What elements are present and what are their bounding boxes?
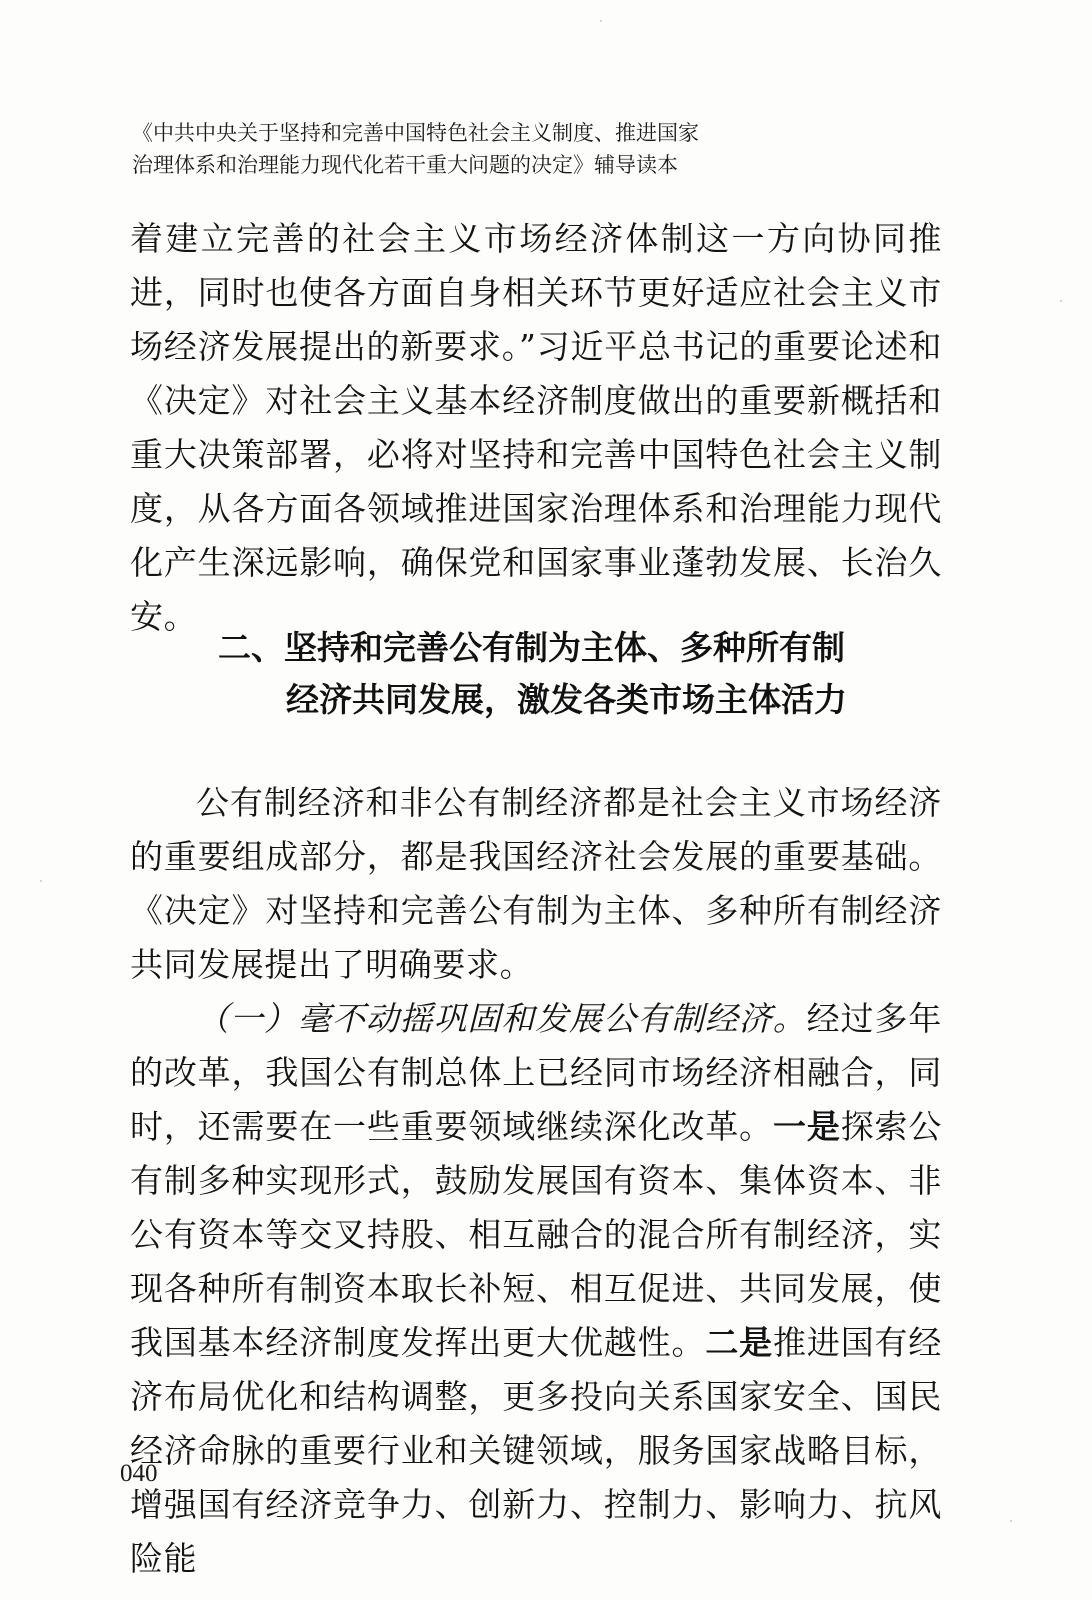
paper-speck <box>600 20 602 22</box>
section-heading-line-2: 经济共同发展，激发各类市场主体活力 <box>286 680 847 719</box>
paper-speck <box>1010 1520 1012 1522</box>
running-head-line-2: 治理体系和治理能力现代化若干重大问题的决定》辅导读本 <box>132 153 678 177</box>
section-heading-line-1: 二、坚持和完善公有制为主体、多种所有制 <box>218 628 845 667</box>
paragraph-public-ownership <box>130 992 942 1586</box>
running-head <box>132 117 832 181</box>
paragraph-text: 探索公有制多种实现形式，鼓励发展国有资本、集体资本、非公有资本等交叉持股、相互融合的混合所有制经济，实现各种所有制资本取长补短、相互促进、共同发展，使我国基本经济制度发挥出更大优越性。 <box>130 1107 942 1362</box>
point-two-label: 二是 <box>705 1323 774 1362</box>
paragraph-continued: 着建立完善的社会主义市场经济体制这一方向协同推进，同时也使各方面自身相关环节更好适应社会主义市场经济发展提出的新要求。”习近平总书记的重要论述和《决定》对社会主义基本经济制度做出的重要新概括和重大决策部署，必将对坚持和完善中国特色社会主义制度，从各方面各领域推进国家治理体系和治理能力现代化产生深远影响，确保党和国家事业蓬勃发展、长治久安。 <box>130 219 942 636</box>
section-heading <box>130 622 942 726</box>
body-text-top <box>130 212 942 644</box>
paragraph-text: 推进国有经济布局优化和结构调整，更多投向关系国家安全、国民经济命脉的重要行业和关键领域，服务国家战略目标，增强国有经济竞争力、创新力、控制力、影响力、抗风险能 <box>130 1323 943 1578</box>
body-text-bottom <box>130 776 942 1586</box>
paragraph-intro: 公有制经济和非公有制经济都是社会主义市场经济的重要组成部分，都是我国经济社会发展的重要基础。《决定》对坚持和完善公有制为主体、多种所有制经济共同发展提出了明确要求。 <box>130 783 942 984</box>
subsection-heading: （一）毫不动摇巩固和发展公有制经济。 <box>196 999 807 1038</box>
page-number: 040 <box>120 1460 158 1487</box>
paper-speck <box>1060 300 1062 302</box>
running-head-line-1: 《中共中央关于坚持和完善中国特色社会主义制度、推进国家 <box>132 121 699 145</box>
paragraph-text: 经过多年的改革，我国公有制总体上已经同市场经济相融合，同时，还需要在一些重要领域继续深化改革。 <box>130 999 942 1146</box>
paper-speck <box>40 880 42 882</box>
point-one-label: 一是 <box>773 1107 841 1146</box>
